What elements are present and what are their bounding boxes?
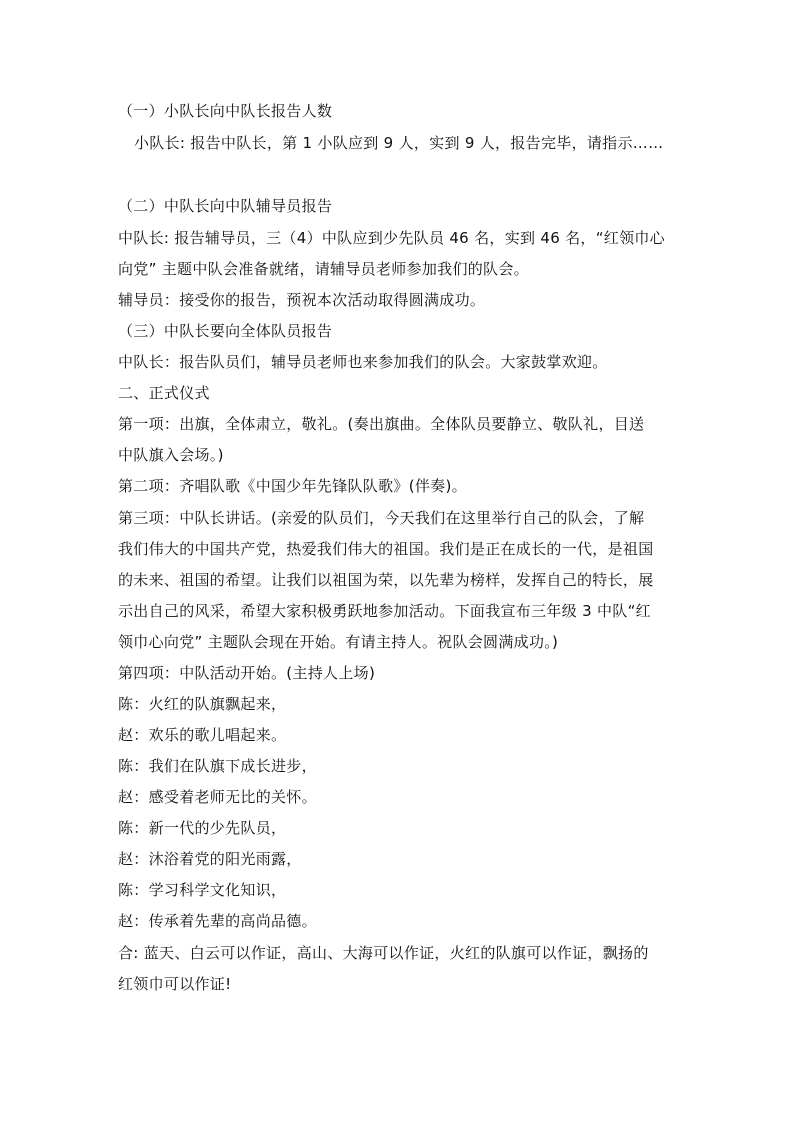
- dialogue-zhao-3: 赵：沐浴着党的阳光雨露，: [118, 850, 302, 868]
- heading-squad-report: （一）小队长向中队长报告人数: [118, 102, 333, 120]
- text-counselor-response: 辅导员：接受你的报告，预祝本次活动取得圆满成功。: [118, 291, 486, 309]
- text-item-three-5: 领巾心向党” 主题队会现在开始。有请主持人。祝队会圆满成功。): [118, 633, 559, 651]
- text-item-three-1: 第三项：中队长讲话。(亲爱的队员们，今天我们在这里举行自己的队会，了解: [118, 509, 645, 527]
- text-item-one-2: 中队旗入会场。): [118, 446, 224, 464]
- dialogue-chen-4: 陈：学习科学文化知识，: [118, 881, 287, 899]
- text-item-one-1: 第一项：出旗，全体肃立，敬礼。(奏出旗曲。全体队员要静立、敬队礼，目送: [118, 415, 645, 433]
- dialogue-zhao-1: 赵：欢乐的歌儿唱起来。: [118, 726, 287, 744]
- text-brigade-leader-report-2: 向党” 主题中队会准备就绪，请辅导员老师参加我们的队会。: [118, 260, 529, 278]
- dialogue-chorus-2: 红领巾可以作证!: [118, 975, 232, 993]
- text-item-two: 第二项：齐唱队歌《中国少年先锋队队歌》(伴奏)。: [118, 477, 467, 495]
- text-squad-leader-report: 小队长: 报告中队长，第 1 小队应到 9 人，实到 9 人，报告完毕，请指示……: [134, 134, 664, 152]
- heading-all-members-report: （三）中队长要向全体队员报告: [118, 322, 333, 340]
- heading-counselor-report: （二）中队长向中队辅导员报告: [118, 197, 333, 215]
- text-item-four: 第四项：中队活动开始。(主持人上场): [118, 664, 376, 682]
- dialogue-zhao-2: 赵：感受着老师无比的关怀。: [118, 788, 317, 806]
- text-brigade-leader-report-1: 中队长: 报告辅导员，三（4）中队应到少先队员 46 名，实到 46 名，“红领巾心: [118, 229, 665, 247]
- dialogue-chen-1: 陈：火红的队旗飘起来，: [118, 695, 287, 713]
- text-all-members-report: 中队长：报告队员们，辅导员老师也来参加我们的队会。大家鼓掌欢迎。: [118, 353, 608, 371]
- heading-formal-ceremony: 二、正式仪式: [118, 384, 210, 402]
- dialogue-chen-2: 陈：我们在队旗下成长进步，: [118, 757, 317, 775]
- text-item-three-3: 的未来、祖国的希望。让我们以祖国为荣，以先辈为榜样，发挥自己的特长，展: [118, 571, 654, 589]
- dialogue-zhao-4: 赵：传承着先辈的高尚品德。: [118, 912, 317, 930]
- text-item-three-2: 我们伟大的中国共产党，热爱我们伟大的祖国。我们是正在成长的一代，是祖国: [118, 540, 654, 558]
- dialogue-chen-3: 陈：新一代的少先队员，: [118, 819, 287, 837]
- dialogue-chorus-1: 合: 蓝天、白云可以作证，高山、大海可以作证，火红的队旗可以作证，飘扬的: [118, 944, 649, 962]
- text-item-three-4: 示出自己的风采，希望大家积极勇跃地参加活动。下面我宣布三年级 3 中队“红: [118, 602, 651, 620]
